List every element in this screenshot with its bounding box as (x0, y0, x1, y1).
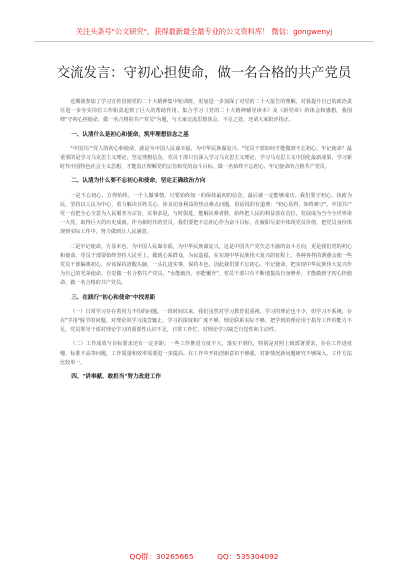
contact-footer (0, 551, 408, 562)
paragraph: "中国共产党人的初心和使命，就是为中国人民谋幸福，为中华民族谋复兴。"党员干部如何才能做到不忘初心、牢记使命？最重要的是学习马克思主义理论，坚定理想信念。党员干部只有深入学习马克思主义理论，学习马克思主义中国化最新成果，学习新时代中国特色社会主义思想，才能真正理解党的宗旨和党的奋斗目标，做一名始终不忘初心、牢记使命的合格共产党员。 (60, 145, 352, 171)
document-body (60, 98, 352, 382)
qq-number: 535304092 (236, 552, 279, 561)
paragraph: （一）日常学习存在着用力不均的问题。一段时间以来，我们虽然对学习教育很重视，学习的理论也不少，但学习不系统，存在"学用"脱节的问题，对理论的学习浅尝辄止，学习的深度和广度不够，理论联系实际不够，把学到的理论用于指导工作的能力不足。党员领导干部对理论学习的重要性认识不足，日常工作忙，对理论学习缺乏自觉性和主动性。 (60, 308, 352, 334)
section-heading: 一、认清什么是初心和使命，筑牢理想信念之基 (71, 131, 189, 138)
qq-group-label: QQ群： (129, 552, 156, 561)
paragraph: 近期我参加了学习宣传贯彻党的二十大精神集中轮训班，更加进一步加深了对党的二十大报告的理解。对我提升自已的政治责任进一步夯实岗位工作职责起到了巨大的帮助作用。集合学习《党的二十大精神辅导读本》及《新党章》的体会和感想，我围绕"守初心担使命，做一名合格的共产党员"为题，与大家交流思想体会，不足之处，还请大家批评指正。 (60, 99, 352, 124)
paragraph: 一是不忘初心，方得始终。一个人做事情，只要始终如一的保持最初的信念，最后就一定能够成功。我们要守初心，执政为民，坚持以人民为中心，着力解决百姓关心、涉及切身利益的热点难点问题。俗话说的有道理："初心易得，始终难守"。中国共产党一直把全心全意为人民服务为宗旨，实事求是，与时俱进，能解民难者胜，始终把人民的利益放在首位，发展成为当今全世界第一大党，取得巨大的历史成就。作为新时代的党员，我们要把不忘初心作为奋斗目标，在履职尽责中体现党员价值，把党员身份体现到实际工作中，努力做到让人民满意。 (60, 192, 352, 236)
section-heading: 三、在践行"初心和使命"中找差距 (71, 294, 156, 301)
paragraph: 二是牢记使命，方显本色。为中国人民谋幸福，为中华民族谋复兴，这是中国共产党矢志不渝的奋斗方向，更是我们党的初心和使命。党员干部要始终坚持人民至上，做到心系群众，为民造福，在实现中华民族伟大复兴的征程上，各种各样的诱惑会使一些党员干部偏离初心，应该保持清醒头脑，一头扎进实事，保持本色。因此我们要不忘初心、牢记使命，把实现中华民族伟大复兴作为自己的光荣使命，自觉做一名合格共产党员。"水能载舟，亦能覆舟"，党员干部只有不断地提高自身修养，才能做到守初心担使命，做一名合格的共产党员。 (60, 243, 352, 287)
qq-label: QQ： (217, 552, 237, 561)
qq-group-number: 30265665 (155, 552, 194, 561)
paragraph: （二）工作成效与目标要求还有一定差距。一些工作推进力度不大，落实不到位，特别是对照上级部署要求，存在工作进度慢、标准不高等问题，工作质量和效率需要进一步提高。在工作中开拓创新意识不够强，对新情况新问题研究不够深入，工作方法比较单一。 (60, 341, 352, 366)
promo-banner: 关注头条号"公文研究"，获得最新最全最专业的公文资料库！ 微信：gongwenyj (34, 25, 374, 42)
section-heading: 四、"讲奉献、敢担当"努力改进工作 (71, 374, 161, 381)
document-title: 交流发言：守初心担使命，做一名合格的共产党员 (56, 66, 352, 81)
section-heading: 二、认清为什么要不忘初心和使命，坚定正确政治方向 (71, 178, 206, 185)
